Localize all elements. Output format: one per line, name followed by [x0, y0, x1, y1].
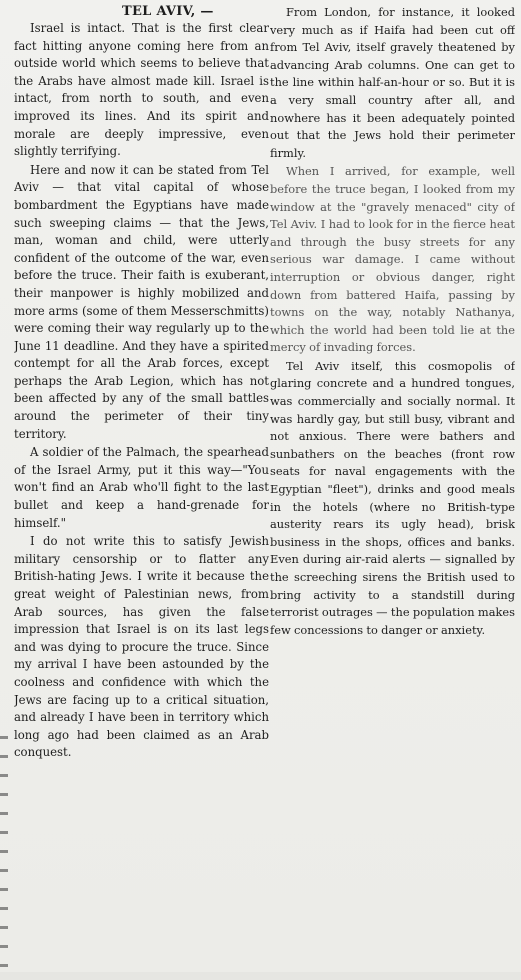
paragraph-arrival: When I arrived, for example, well before the truce began, I looked from my window at the "gravely menaced" city of Tel Aviv. I had to look for in the fierce heat and through the busy streets for any serious war damage. I came without interruption or obvious danger, right down from battered Haifa, passing by towns on the way, notably Nathanya, which the world had been told lie at the mercy of invading forces.: [270, 164, 515, 355]
paragraph-palmach-quote: A soldier of the Palmach, the spearhead of the Israel Army, put it this way—"You won't find an Arab who'll fight to the last bullet and keep a hand-grenade for himself.": [14, 445, 269, 530]
paragraph-confidence: Here and now it can be stated from Tel Aviv — that vital capital of whose bombardment the Egyptians have made such sweeping claims — that the Jews, man, woman and child, were utterly confident of the outcome of the war, even before the truce. Their faith is exuberant, their manpower is highly mobilized and more arms (some of them Messerschmitts) were coming their way regularly up to the June 11 deadline. And they have a spirited contempt for all the Arab forces, except perhaps the Arab Legion, which has not been affected by any of the small battles around the perimeter of their tiny territory.: [14, 162, 269, 441]
paragraph-censorship: I do not write this to satisfy Jewish military censorship or to flatter any British-hating Jews. I write it because the great weight of Palestinian news, from Arab sources, has given the false impression that Israel is on its last legs and was dying to procure the truce. Since my arrival I have been astounded by the coolness and confidence with which the Jews are facing up to a critical situation, and already I have been in territory which long ago had been claimed as an Arab conquest.: [14, 534, 269, 760]
clipping-bottom-edge: [0, 972, 521, 980]
paragraph-intact: Israel is intact. That is the first clear fact hitting anyone coming here from an outside world which seems to believe that the Arabs have almost made kill. Israel is intact, from north to south, and even improved its lines. And its spirit and morale are deeply impressive, even slightly terrifying.: [14, 21, 269, 159]
dateline: TEL AVIV, —: [122, 4, 214, 19]
paragraph-tel-aviv-normal: Tel Aviv itself, this cosmopolis of glaring concrete and a hundred tongues, was commercially and socially normal. It was hardly gay, but still busy, vibrant and not anxious. There were bathers and sunbathers on the beaches (front row seats for naval engagements with the Egyptian "fleet"), drinks and good meals in the hotels (where no British-type austerity rears its ugly head), brisk business in the shops, offices and banks. Even during air-raid alerts — signalled by the screeching sirens the British used to bring activity to a standstill during terrorist outrages — the population makes few concessions to danger or anxiety.: [270, 358, 515, 637]
left-column: [14, 4, 269, 972]
adjacent-column-fragment: [0, 720, 8, 980]
right-column: [270, 4, 515, 972]
paragraph-london-view: From London, for instance, it looked very much as if Haifa had been cut off from Tel Aviv, itself gravely theatened by advancing Arab columns. One can get to the line within half-an-hour or so. But it is a very small country after all, and nowhere has it been adequately pointed out that the Jews hold their perimeter firmly.: [270, 5, 515, 160]
